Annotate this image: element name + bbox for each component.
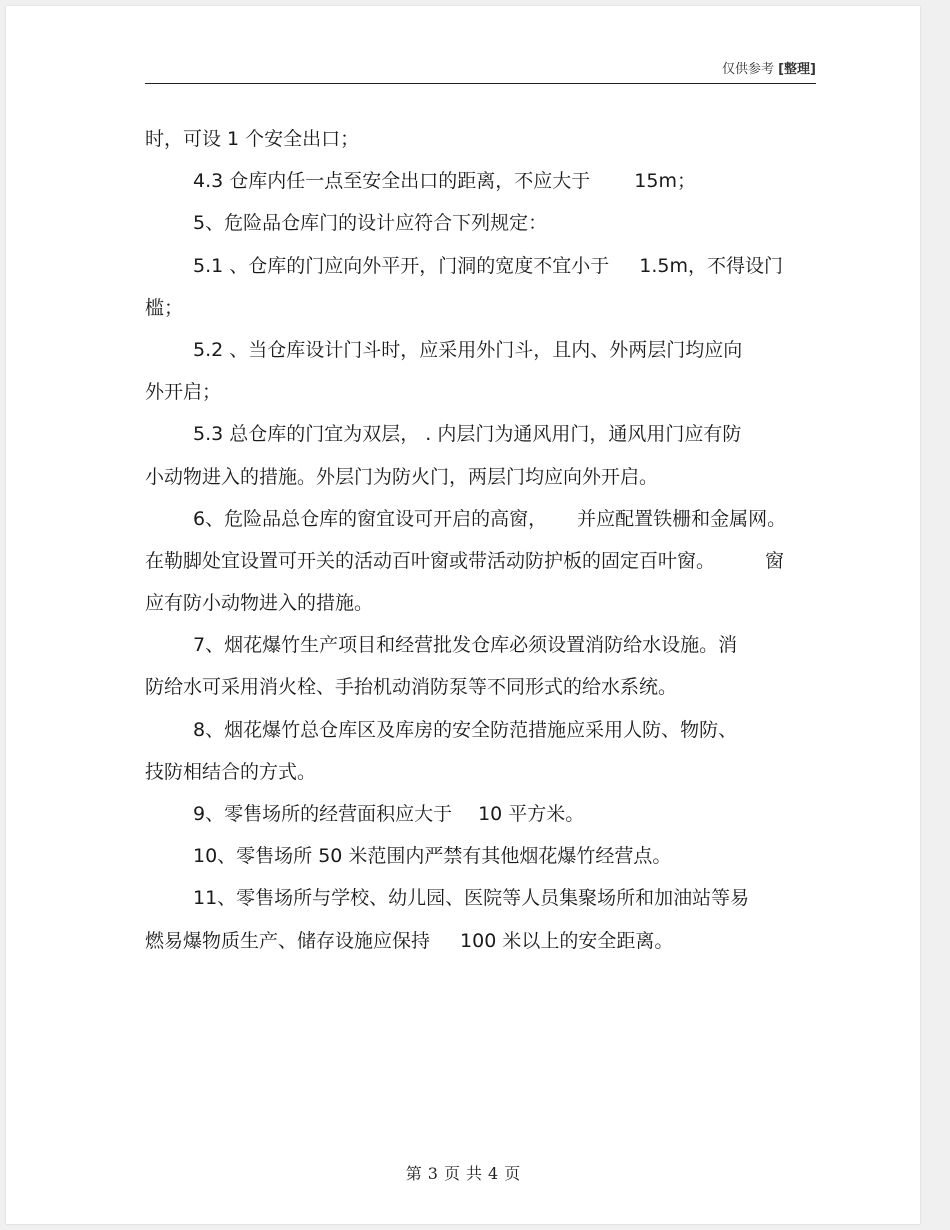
line-text: 在勒脚处宜设置可开关的活动百叶窗或带活动防护板的固定百叶窗。: [145, 549, 716, 572]
line-text: 时，可设 1 个安全出口；: [145, 128, 360, 150]
line-text: 4.3 仓库内任一点至安全出口的距离，不应大于: [193, 170, 591, 193]
line-text: 槛；: [145, 296, 184, 319]
line-text: 1.5m，不得设门: [639, 254, 783, 277]
paragraph-line: [145, 666, 816, 708]
line-text: 应有防小动物进入的措施。: [145, 592, 374, 615]
document-page: [6, 6, 920, 1224]
page-footer: [6, 1161, 920, 1184]
line-text: 11、零售场所与学校、幼儿园、医院等人员集聚场所和加油站等易: [193, 887, 750, 910]
paragraph-line: [145, 835, 816, 877]
paragraph-line: [145, 160, 816, 202]
line-text: 10、零售场所 50 米范围内严禁有其他烟花爆竹经营点。: [193, 845, 672, 868]
paragraph-line: [145, 245, 816, 287]
paragraph-line: [145, 751, 816, 793]
footer-word: 共: [466, 1164, 483, 1183]
paragraph-line: [145, 920, 816, 962]
footer-word: 页: [504, 1164, 521, 1183]
paragraph-line: [145, 329, 816, 371]
line-text: 5.2 、当仓库设计门斗时，应采用外门斗，且内、外两层门均应向: [193, 338, 743, 361]
line-text: 8、烟花爆竹总仓库区及库房的安全防范措施应采用人防、物防、: [193, 718, 738, 741]
page-number: 3: [427, 1164, 438, 1183]
line-text: 技防相结合的方式。: [145, 760, 317, 783]
page-header: [145, 61, 816, 84]
line-text: 5、危险品仓库门的设计应符合下列规定：: [193, 212, 548, 235]
footer-word: 第: [405, 1164, 422, 1183]
paragraph-line: [145, 371, 816, 413]
header-note: 仅供参考: [721, 62, 774, 77]
line-text: 6、危险品总仓库的窗宜设可开启的高窗，: [193, 507, 548, 530]
paragraph-line: [145, 540, 816, 582]
paragraph-line: [145, 456, 816, 498]
paragraph-line: [145, 498, 816, 540]
line-text: 100 米以上的安全距离。: [460, 929, 674, 952]
line-text: 5.1 、仓库的门应向外平开，门洞的宽度不宜小于: [193, 254, 610, 277]
line-text: 7、烟花爆竹生产项目和经营批发仓库必须设置消防给水设施。消: [193, 634, 738, 657]
line-text: 小动物进入的措施。外层门为防火门，两层门均应向外开启。: [145, 465, 659, 488]
paragraph-line: [145, 582, 816, 624]
line-text: 9、零售场所的经营面积应大于: [193, 803, 453, 825]
line-text: 窗: [765, 549, 785, 572]
paragraph-line: [145, 877, 816, 919]
line-text: 10 平方米。: [478, 803, 585, 825]
paragraph-line: [145, 624, 816, 666]
page-total: 4: [488, 1164, 499, 1183]
paragraph-line: [145, 709, 816, 751]
line-text: 15m；: [634, 170, 696, 193]
line-text: 外开启；: [145, 381, 222, 404]
paragraph-line: [145, 118, 816, 160]
header-tag: [整理]: [778, 62, 816, 77]
footer-word: 页: [443, 1164, 460, 1183]
paragraph-line: [145, 287, 816, 329]
line-text: 并应配置铁栅和金属网。: [577, 507, 787, 530]
paragraph-line: [145, 202, 816, 244]
line-text: 防给水可采用消火栓、手抬机动消防泵等不同形式的给水系统。: [145, 676, 678, 699]
line-text: 燃易爆物质生产、储存设施应保持: [145, 929, 431, 952]
paragraph-line: [145, 793, 816, 835]
paragraph-line: [145, 413, 816, 455]
document-body: [145, 118, 816, 962]
line-text: 5.3 总仓库的门宜为双层， . 内层门为通风用门，通风用门应有防: [193, 423, 742, 446]
